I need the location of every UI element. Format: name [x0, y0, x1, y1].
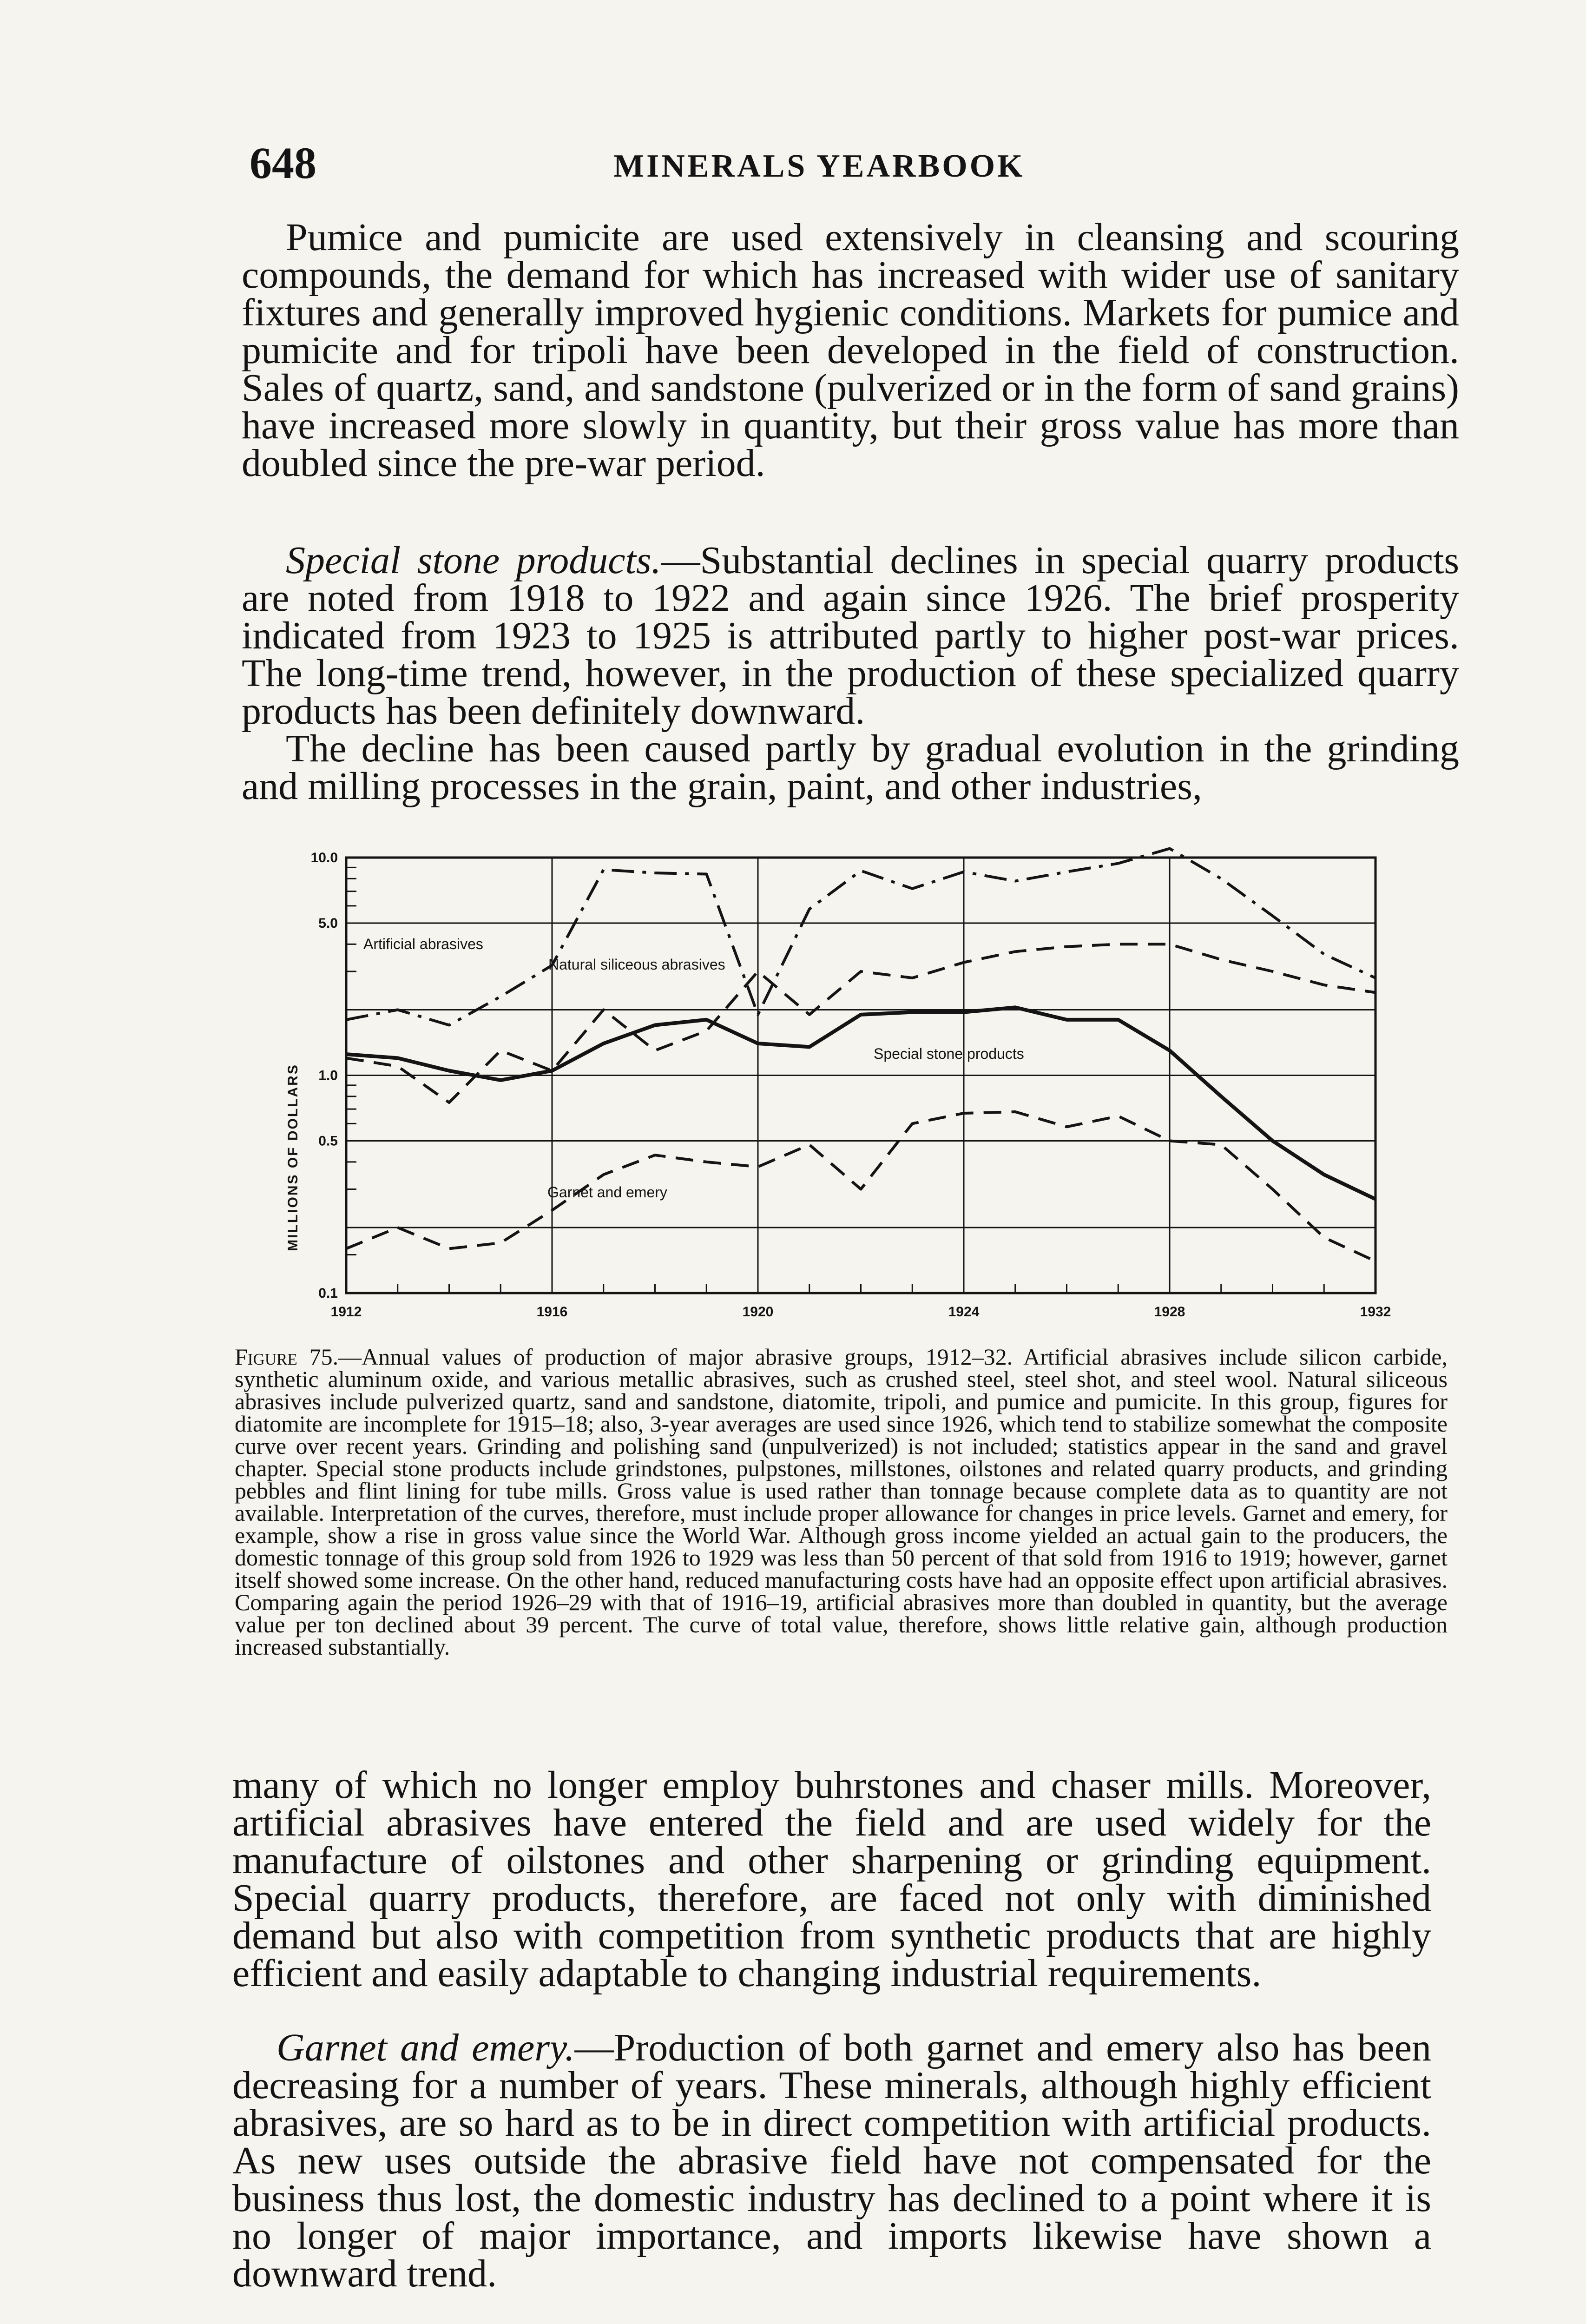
series-line-0 — [346, 849, 1375, 1025]
chart-grid — [346, 858, 1375, 1293]
running-head: MINERALS YEARBOOK — [613, 148, 1025, 184]
series-line-3 — [346, 1112, 1375, 1261]
y-axis-label: MILLIONS OF DOLLARS — [285, 1063, 301, 1251]
figure-caption-text: —Annual values of production of major abrasive groups, 1912–32. Artificial abrasives include silicon carbide, synthetic aluminum oxide, and various metallic abrasives, such as crushed steel, steel shot, and steel wool. Natural siliceous abrasives include pulverized quartz, sand and sandstone, diatomite, tripoli, and pumice and pumicite. In this group, figures for diatomite are incomplete for 1915–18; also, 3-year averages are used since 1926, which tend to stabilize somewhat the composite curve over recent years. Grinding and polishing sand (unpulverized) is not included; statistics appear in the sand and gravel chapter. Special stone products include grindstones, pulpstones, millstones, oilstones and related quarry products, and grinding pebbles and flint lining for tube mills. Gross value is used rather than tonnage because complete data as to quantity are not available. Interpretation of the curves, therefore, must include proper allowance for changes in price levels. Garnet and emery, for example, show a rise in gross value since the World War. Although gross income yielded an actual gain to the producers, the domestic tonnage of this group sold from 1926 to 1929 was less than 50 percent of that sold from 1916 to 1919; however, garnet itself showed some increase. On the other hand, reduced manufacturing costs have had an opposite effect upon artificial abrasives. Comparing again the period 1926–29 with that of 1916–19, artificial abrasives more than doubled in quantity, but the average value per ton declined about 39 percent. The curve of total value, therefore, shows little relative gain, although production increased substantially. — [235, 1344, 1448, 1660]
series-line-2 — [346, 1007, 1375, 1199]
paragraph-buhrstones: many of which no longer employ buhrstones and chaser mills. Moreover, artificial abrasives have entered the field and are used widely for the manufacture of oilstones and other sharpening or grinding equipment. Special quarry products, therefore, are faced not only with diminished demand but also with competition from synthetic products that are highly efficient and easily adaptable to changing industrial requirements. — [232, 1763, 1431, 1995]
page-number: 648 — [250, 138, 316, 188]
chart-series — [346, 849, 1375, 1261]
garnet-text: —Production of both garnet and emery also has been decreasing for a number of years. These minerals, although highly efficient abrasives, are so hard as to be in direct competition with artificial products. As new uses outside the abrasive field have not compensated for the business thus lost, the domestic industry has declined to a point where it is no longer of major importance, and imports likewise have shown a downward trend. — [232, 2026, 1431, 2295]
y-tick-label: 1.0 — [318, 1068, 338, 1083]
paragraph-garnet — [232, 2026, 1431, 2295]
y-tick-label: 5.0 — [318, 916, 338, 931]
abrasives-chart — [260, 832, 1394, 1325]
x-tick-label: 1920 — [742, 1304, 774, 1320]
paragraph-decline: The decline has been caused partly by gradual evolution in the grinding and milling processes in the grain, paint, and other industries, — [242, 727, 1459, 808]
series-label-special: Special stone products — [874, 1045, 1024, 1062]
y-tick-label: 0.5 — [318, 1133, 338, 1149]
x-tick-label: 1916 — [536, 1304, 568, 1320]
x-tick-label: 1924 — [948, 1304, 980, 1320]
x-tick-label: 1928 — [1154, 1304, 1185, 1320]
special-stone-heading: Special stone products. — [286, 539, 661, 582]
paragraph-special-stone — [242, 539, 1460, 733]
figure-caption — [235, 1346, 1448, 1658]
figure-label: Figure 75. — [235, 1344, 339, 1370]
x-tick-label: 1932 — [1360, 1304, 1391, 1320]
series-label-garnet: Garnet and emery — [547, 1184, 667, 1201]
garnet-heading: Garnet and emery. — [276, 2026, 575, 2069]
y-tick-label: 0.1 — [318, 1286, 338, 1301]
series-label-artificial: Artificial abrasives — [363, 936, 483, 952]
y-tick-label: 10.0 — [310, 850, 338, 865]
x-tick-label: 1912 — [330, 1304, 362, 1320]
series-label-natural: Natural siliceous abrasives — [548, 956, 725, 973]
paragraph-pumice: Pumice and pumicite are used extensively in cleansing and scouring compounds, the demand for which has increased with wider use of sanitary fixtures and generally improved hygienic conditions. Markets for pumice and pumicite and for tripoli have been developed in the field of construction. Sales of quartz, sand, and sandstone (pulverized or in the form of sand grains) have increased more slowly in quantity, but their gross value has more than doubled since the pre-war period. — [242, 216, 1459, 485]
special-stone-text: —Substantial declines in special quarry products are noted from 1918 to 1922 and again since 1926. The brief prosperity indicated from 1923 to 1925 is attributed partly to higher post-war prices. The long-time trend, however, in the production of these specialized quarry products has been definitely downward. — [242, 539, 1460, 733]
